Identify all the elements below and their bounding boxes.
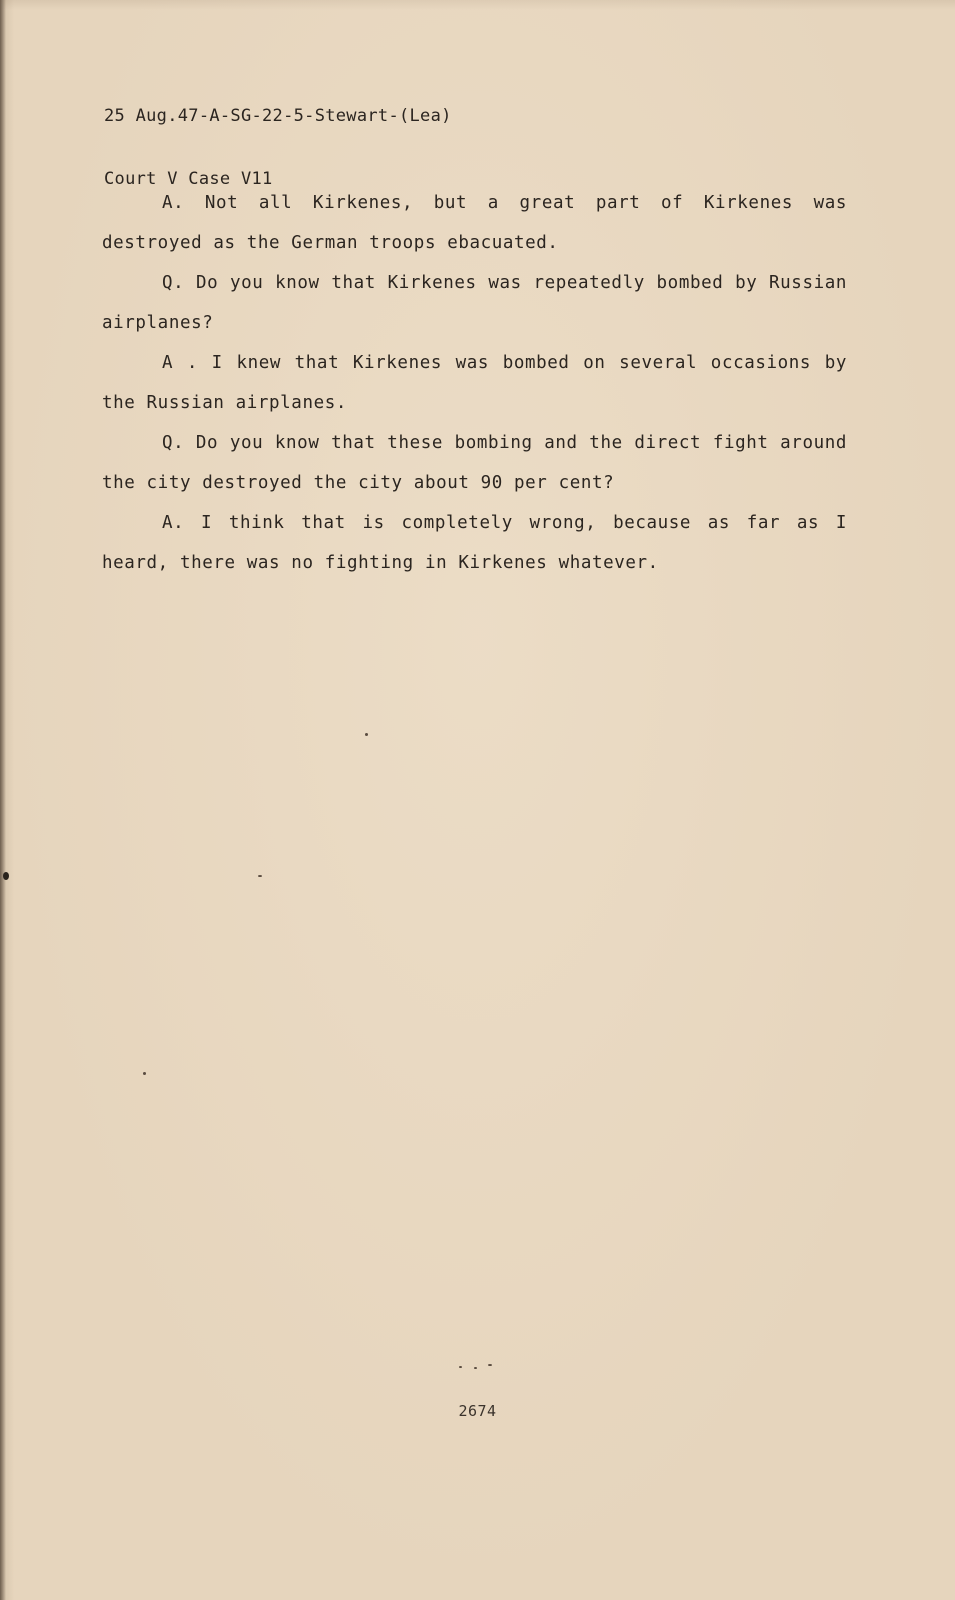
page-edge-shadow: [0, 0, 6, 1600]
page-number: 2674: [458, 1402, 497, 1420]
testimony-answer-3: A. I think that is completely wrong, because as far as I heard, there was no fighting in Kirkenes whatever.: [102, 513, 847, 573]
paper-speck: [365, 733, 368, 736]
paper-speck: [488, 1364, 492, 1366]
testimony-question-2: Q. Do you know that these bombing and the direct fight around the city destroyed the city about 90 per cent?: [102, 433, 847, 493]
paper-speck: [143, 1072, 146, 1075]
paper-speck: [474, 1367, 477, 1369]
paper-speck: [3, 872, 9, 880]
paper-speck: [459, 1366, 462, 1368]
testimony-answer-2: A . I knew that Kirkenes was bombed on several occasions by the Russian airplanes.: [102, 353, 847, 413]
testimony-question-1: Q. Do you know that Kirkenes was repeatedly bombed by Russian airplanes?: [102, 273, 847, 333]
testimony-body: [102, 183, 847, 583]
paper-speck: [258, 875, 262, 877]
header-line-2: Court V Case V11: [104, 169, 273, 189]
header-line-1: 25 Aug.47-A-SG-22-5-Stewart-(Lea): [104, 106, 452, 126]
testimony-answer-1: A. Not all Kirkenes, but a great part of Kirkenes was destroyed as the German troops ebacuated.: [102, 193, 847, 253]
